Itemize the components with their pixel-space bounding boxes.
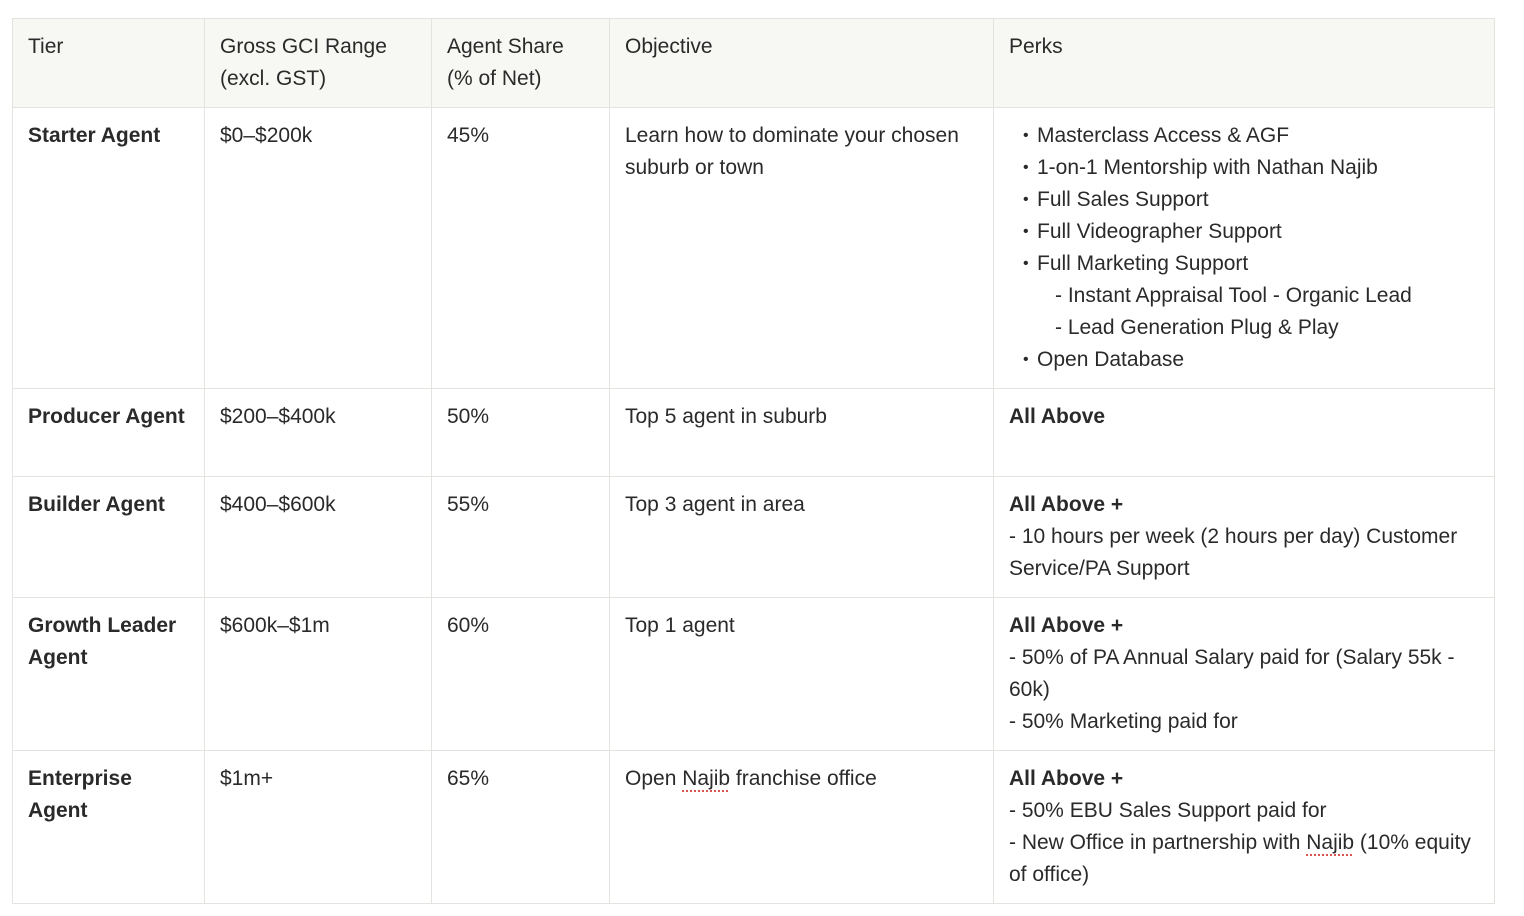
table-row bbox=[13, 598, 1495, 751]
tier-cell: Starter Agent bbox=[13, 108, 205, 389]
agent-tier-table bbox=[12, 18, 1495, 904]
table-header-row bbox=[13, 19, 1495, 108]
perk-item: • Open Database bbox=[1023, 344, 1479, 376]
share-cell: 60% bbox=[432, 598, 610, 751]
perk-sub-item: - Instant Appraisal Tool - Organic Lead bbox=[1055, 284, 1412, 307]
header-agent-share: Agent Share (% of Net) bbox=[432, 19, 610, 108]
table-row bbox=[13, 751, 1495, 904]
gci-cell: $400–$600k bbox=[205, 477, 432, 598]
header-objective: Objective bbox=[610, 19, 994, 108]
perk-sub-item: - Lead Generation Plug & Play bbox=[1055, 316, 1339, 339]
perk-item: • Full Marketing Support bbox=[1023, 248, 1479, 280]
perks-cell bbox=[994, 751, 1495, 904]
perks-heading: All Above + bbox=[1009, 493, 1124, 516]
perks-heading: All Above bbox=[1009, 405, 1106, 428]
header-tier: Tier bbox=[13, 19, 205, 108]
share-cell: 50% bbox=[432, 389, 610, 477]
perks-heading: All Above + bbox=[1009, 767, 1124, 790]
objective-cell: Open Najib franchise office bbox=[610, 751, 994, 904]
spellcheck-word[interactable]: Najib bbox=[1306, 831, 1355, 854]
tier-cell: Enterprise Agent bbox=[13, 751, 205, 904]
tier-table-container bbox=[12, 18, 1495, 904]
tier-cell: Producer Agent bbox=[13, 389, 205, 477]
gci-cell: $0–$200k bbox=[205, 108, 432, 389]
header-gci-range: Gross GCI Range (excl. GST) bbox=[205, 19, 432, 108]
perk-line: - 50% EBU Sales Support paid for bbox=[1009, 799, 1327, 822]
header-perks: Perks bbox=[994, 19, 1495, 108]
objective-cell: Learn how to dominate your chosen suburb or town bbox=[610, 108, 994, 389]
objective-cell: Top 3 agent in area bbox=[610, 477, 994, 598]
perk-item: • Masterclass Access & AGF bbox=[1023, 120, 1479, 152]
share-cell: 65% bbox=[432, 751, 610, 904]
perks-cell bbox=[994, 389, 1495, 477]
perk-item: • Full Sales Support bbox=[1023, 184, 1479, 216]
gci-cell: $200–$400k bbox=[205, 389, 432, 477]
tier-cell: Builder Agent bbox=[13, 477, 205, 598]
perk-item: • Full Videographer Support bbox=[1023, 216, 1479, 248]
perk-line: - New Office in partnership with Najib (10% equity of office) bbox=[1009, 831, 1471, 886]
perks-list bbox=[1009, 120, 1479, 376]
perks-cell bbox=[994, 108, 1495, 389]
objective-cell: Top 1 agent bbox=[610, 598, 994, 751]
gci-cell: $1m+ bbox=[205, 751, 432, 904]
perks-cell bbox=[994, 598, 1495, 751]
perks-heading: All Above + bbox=[1009, 614, 1124, 637]
perk-line: - 50% of PA Annual Salary paid for (Salary 55k - 60k) bbox=[1009, 646, 1455, 701]
perk-line: - 50% Marketing paid for bbox=[1009, 710, 1238, 733]
table-row bbox=[13, 108, 1495, 389]
gci-cell: $600k–$1m bbox=[205, 598, 432, 751]
perk-item: • 1-on-1 Mentorship with Nathan Najib bbox=[1023, 152, 1479, 184]
spellcheck-word[interactable]: Najib bbox=[682, 767, 731, 790]
table-row bbox=[13, 477, 1495, 598]
share-cell: 45% bbox=[432, 108, 610, 389]
share-cell: 55% bbox=[432, 477, 610, 598]
table-row bbox=[13, 389, 1495, 477]
tier-cell: Growth Leader Agent bbox=[13, 598, 205, 751]
perk-line: - 10 hours per week (2 hours per day) Customer Service/PA Support bbox=[1009, 525, 1458, 580]
objective-cell: Top 5 agent in suburb bbox=[610, 389, 994, 477]
perks-cell bbox=[994, 477, 1495, 598]
